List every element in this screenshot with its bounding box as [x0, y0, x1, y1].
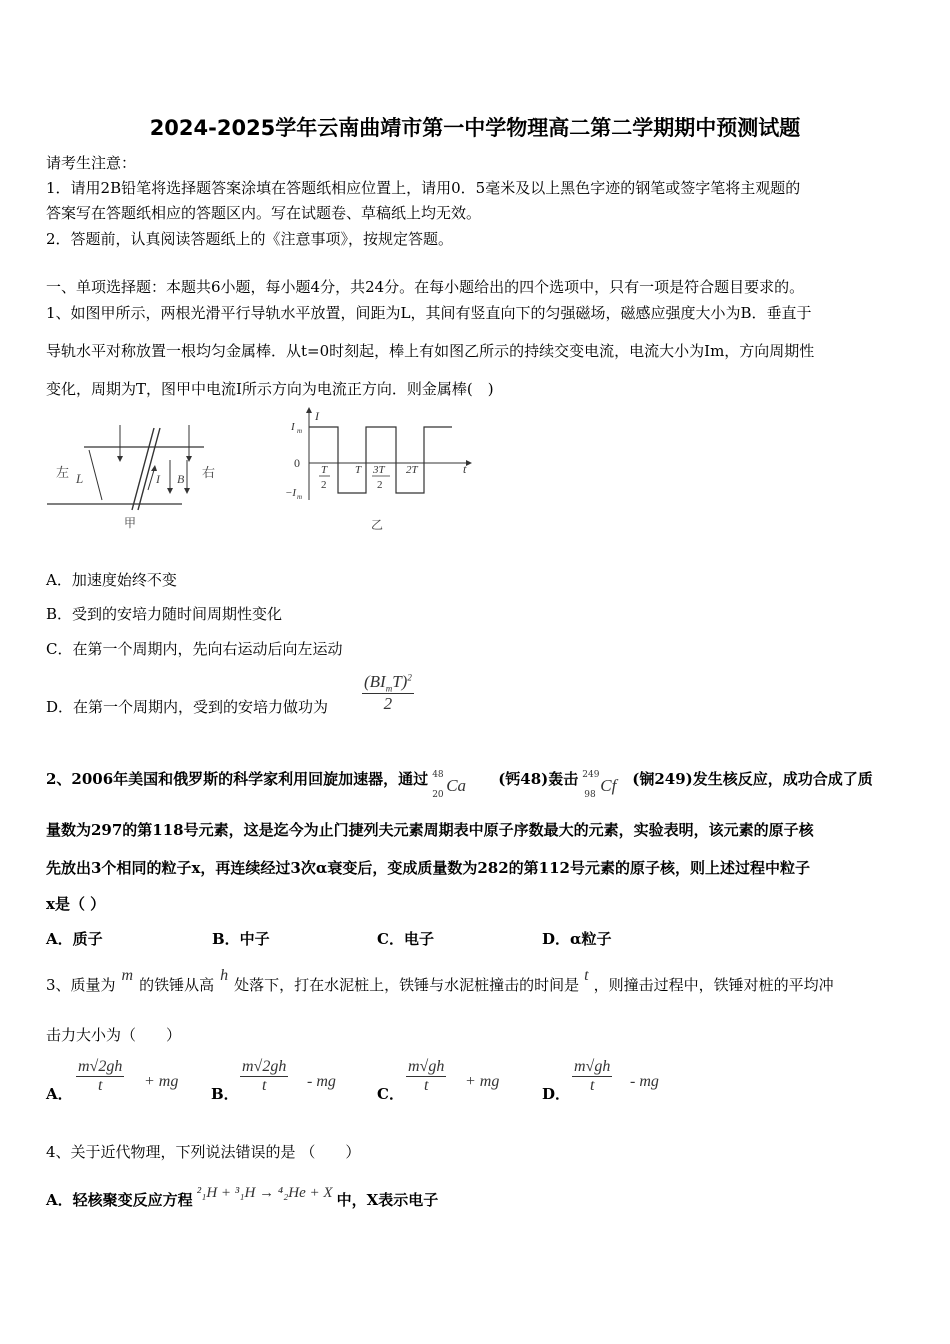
q3-option-a-formula: $\frac{m√2gh}{t}$	[78, 1058, 123, 1094]
q3-option-d-formula: $\frac{m√gh}{t}$	[574, 1058, 611, 1094]
q3-option-b-term: - mg	[307, 1073, 336, 1090]
q1-option-d-formula: $(BI_mT)^2$ 2	[364, 672, 412, 714]
graph-axis-I: I	[315, 409, 319, 423]
q3-option-a-label[interactable]: A．	[46, 1085, 73, 1103]
graph-tick-3T2-num: 3T	[373, 464, 385, 476]
graph-neg-Im: −I	[285, 487, 297, 499]
q1-option-a[interactable]: A．加速度始终不变	[46, 571, 177, 589]
q2-line-4: x是（ ）	[46, 895, 106, 913]
q3-option-b-label[interactable]: B．	[211, 1085, 239, 1103]
fig-I-label: I	[156, 472, 160, 486]
q4-option-a[interactable]: A．轻核聚变反应方程 ²₁H + ³₁H → ⁴₂He + X 中，X表示电子	[46, 1185, 439, 1209]
q2-option-a[interactable]: A．质子	[46, 930, 103, 948]
fig-yi-caption: 乙	[371, 518, 384, 532]
graph-neg-Im-sub: m	[297, 493, 303, 501]
graph-Im-sub: m	[297, 427, 303, 435]
graph-zero: 0	[294, 456, 300, 470]
fig-L-label: L	[76, 471, 84, 486]
q2-line-3: 先放出3个相同的粒子x，再连续经过3次α衰变后，变成质量数为282的第112号元素的原子核，则上述过程中粒子	[46, 859, 810, 877]
q3-option-a-term: + mg	[144, 1073, 179, 1090]
q2-line-2: 量数为297的第118号元素，这是迄今为止门捷列夫元素周期表中原子序数最大的元素，实验表明，该元素的原子核	[46, 821, 814, 839]
q1-line-2: 导轨水平对称放置一根均匀金属棒．从t=0时刻起，棒上有如图乙所示的持续交变电流，电流大小为Im，方向周期性	[46, 342, 815, 360]
q1-option-d[interactable]: D．在第一个周期内，受到的安培力做功为	[46, 698, 329, 716]
q3-option-c-label[interactable]: C．	[377, 1085, 404, 1103]
q2-option-d[interactable]: D．α粒子	[542, 930, 612, 948]
fig-right-label: 右	[202, 465, 216, 480]
q3-option-d-label[interactable]: D．	[542, 1085, 571, 1103]
figure-jia	[44, 420, 219, 535]
q1-option-b[interactable]: B．受到的安培力随时间周期性变化	[46, 605, 283, 623]
notice-line-2: 答案写在答题纸相应的答题区内。写在试题卷、草稿纸上均无效。	[46, 204, 482, 222]
q3-option-b-formula: $\frac{m√2gh}{t}$	[242, 1058, 287, 1094]
graph-tick-half-T-den: 2	[321, 479, 327, 491]
q4-stem: 4、关于近代物理，下列说法错误的是 （ ）	[46, 1143, 361, 1161]
fig-jia-caption: 甲	[124, 516, 137, 530]
fig-left-label: 左	[56, 465, 70, 480]
q1-line-1: 1、如图甲所示，两根光滑平行导轨水平放置，间距为L，其间有竖直向下的匀强磁场，磁感应强度大小为B．垂直于	[46, 304, 812, 322]
q3-option-c-term: + mg	[465, 1073, 500, 1090]
graph-axis-t: t	[463, 462, 467, 476]
q3-line-2: 击力大小为（ ）	[46, 1026, 182, 1044]
page-title: 2024-2025学年云南曲靖市第一中学物理高二第二学期期中预测试题	[149, 116, 801, 140]
fig-B-label: B	[177, 472, 185, 486]
notice-line-3: 2．答题前，认真阅读答题纸上的《注意事项》，按规定答题。	[46, 230, 454, 248]
notice-line-1: 1．请用2B铅笔将选择题答案涂填在答题纸相应位置上，请用0．5毫米及以上黑色字迹的钢笔或签字笔将主观题的	[46, 179, 801, 197]
section-1-heading: 一、单项选择题：本题共6小题，每小题4分，共24分。在每小题给出的四个选项中，只有一项是符合题目要求的。	[46, 278, 805, 296]
q3-option-c-formula: $\frac{m√gh}{t}$	[408, 1058, 445, 1094]
q1-option-c[interactable]: C．在第一个周期内，先向右运动后向左运动	[46, 640, 343, 658]
figure-yi	[280, 405, 480, 535]
q2-line-1: 2、2006年美国和俄罗斯的科学家利用回旋加速器，通过 48 20 Ca (钙48)轰击 249 98 Cf (锎249)发生核反应，成功合成了质	[46, 770, 873, 800]
q1-line-3: 变化，周期为T，图甲中电流I所示方向为电流正方向．则金属棒( )	[46, 380, 494, 398]
graph-tick-half-T-num: T	[321, 464, 328, 476]
graph-Im: I	[291, 421, 295, 433]
q2-option-c[interactable]: C．电子	[377, 930, 434, 948]
q2-option-b[interactable]: B．中子	[212, 930, 270, 948]
q3-line-1: 3、质量为m的铁锤从高h处落下，打在水泥桩上，铁锤与水泥桩撞击的时间是t，则撞击过程中，铁锤对桩的平均冲	[46, 967, 834, 994]
graph-tick-2T: 2T	[406, 464, 418, 476]
graph-tick-T: T	[355, 464, 362, 476]
notice-heading: 请考生注意：	[46, 154, 137, 172]
graph-tick-3T2-den: 2	[377, 479, 383, 491]
q4-fusion-equation: ²₁H + ³₁H → ⁴₂He + X	[196, 1185, 333, 1201]
q3-option-d-term: - mg	[630, 1073, 659, 1090]
